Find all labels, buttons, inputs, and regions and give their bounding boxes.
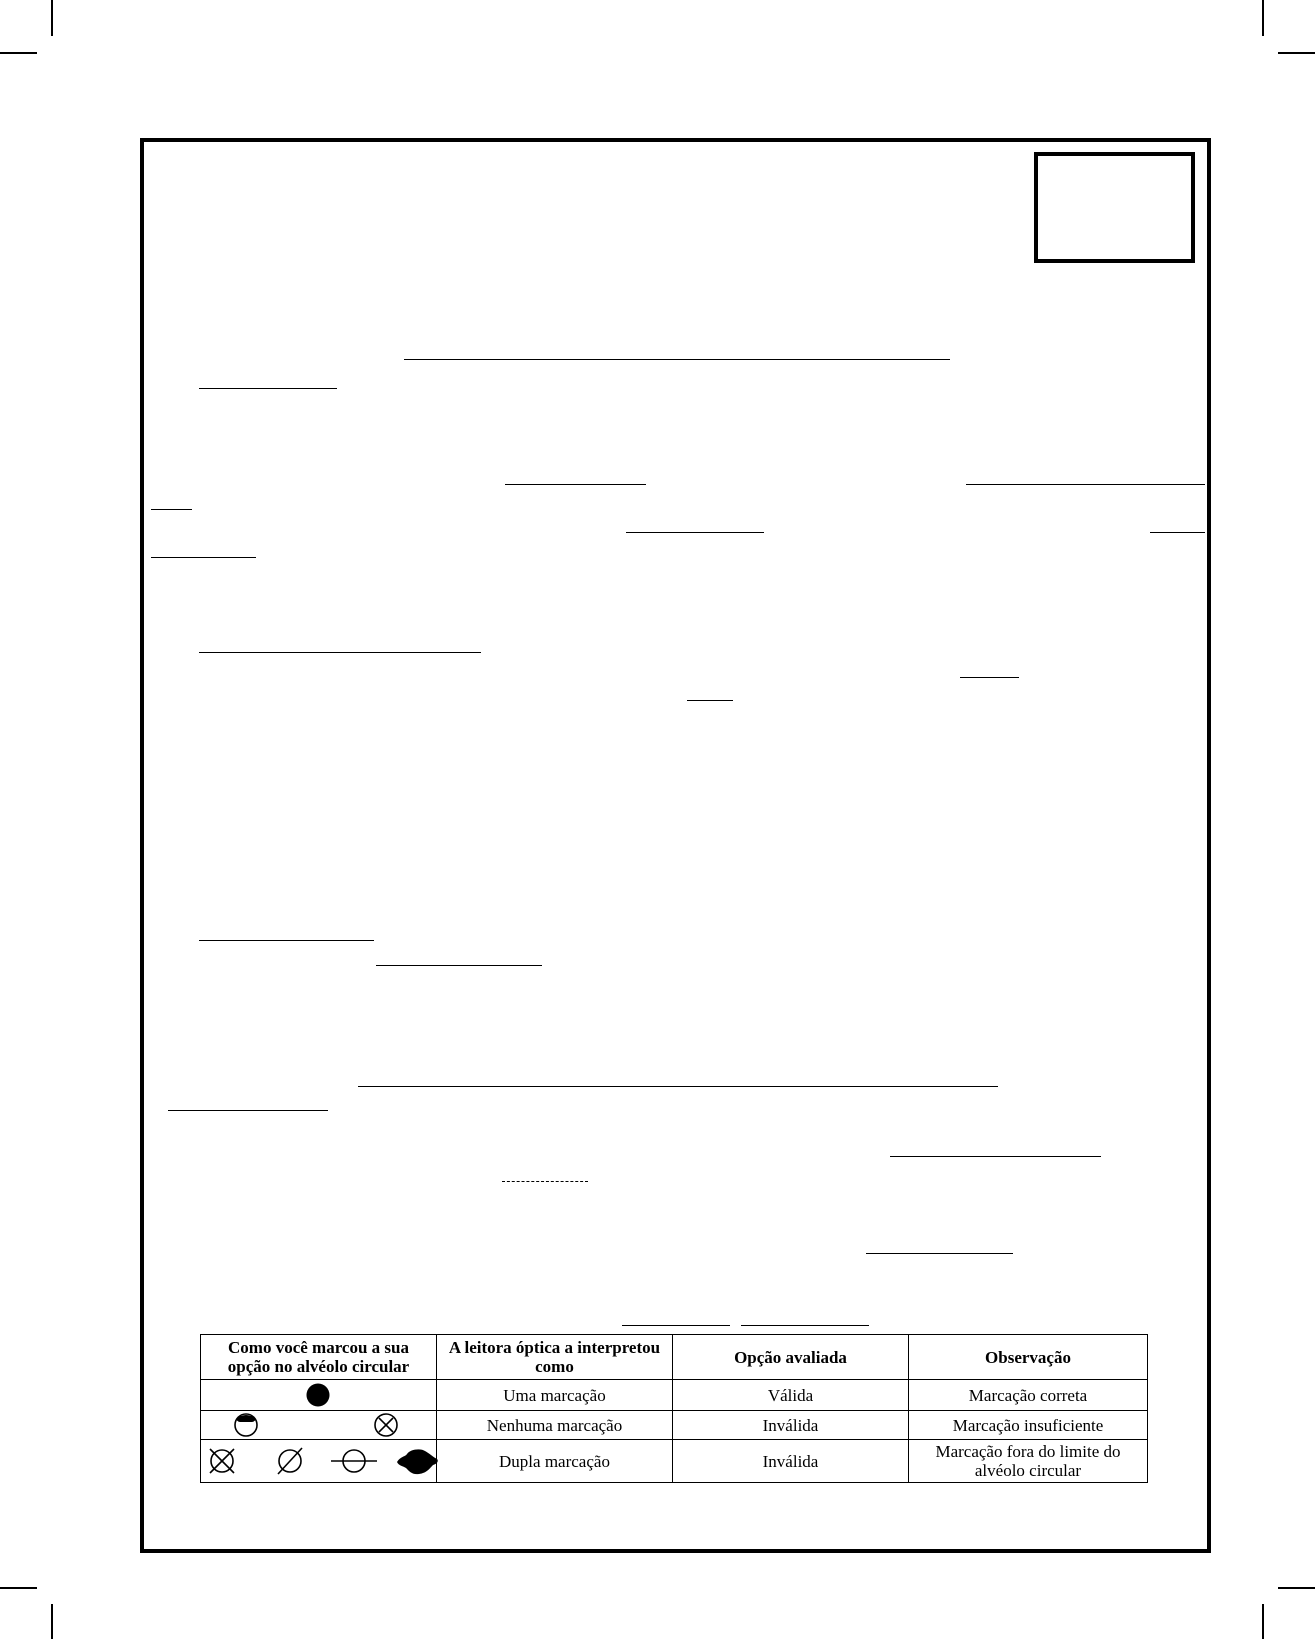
observation-cell: Marcação insuficiente [909, 1411, 1148, 1440]
crop-mark-top-left-v [51, 0, 53, 36]
underline [741, 1325, 869, 1326]
crop-mark-top-left-h [0, 52, 37, 54]
crop-mark-bottom-left-h [0, 1587, 37, 1589]
crop-mark-bottom-right-v [1262, 1604, 1264, 1639]
interpretation-cell: Nenhuma marcação [437, 1411, 673, 1440]
header-reader-interpretation: A leitora óptica a interpretou como [437, 1335, 673, 1380]
underline [1150, 532, 1205, 533]
header-evaluated-option: Opção avaliada [673, 1335, 909, 1380]
underline [622, 1325, 730, 1326]
marking-legend-table [200, 1334, 1148, 1483]
underline [404, 359, 950, 360]
crop-mark-top-right-v [1262, 0, 1264, 36]
underline [168, 1110, 328, 1111]
x-circle-icon [373, 1412, 399, 1438]
partial-fill-circle-icon [233, 1412, 259, 1438]
underline [687, 700, 733, 701]
underline [866, 1253, 1013, 1254]
mark-example-cell [201, 1411, 437, 1440]
crossed-circle-icon [207, 1446, 237, 1476]
mark-example-cell [201, 1380, 437, 1411]
underline [199, 652, 481, 653]
evaluation-cell: Inválida [673, 1440, 909, 1483]
underline [358, 1086, 998, 1087]
table-row [201, 1380, 1148, 1411]
filled-circle-icon [305, 1382, 331, 1408]
evaluation-cell: Válida [673, 1380, 909, 1411]
crop-mark-bottom-left-v [51, 1604, 53, 1639]
crop-mark-bottom-right-h [1278, 1587, 1315, 1589]
observation-cell: Marcação fora do limite do alvéolo circular [909, 1440, 1148, 1483]
underline [960, 677, 1019, 678]
underline [199, 940, 374, 941]
underline [199, 388, 337, 389]
table-row [201, 1440, 1148, 1483]
interpretation-cell: Uma marcação [437, 1380, 673, 1411]
header-observation: Observação [909, 1335, 1148, 1380]
empty-corner-box [1034, 152, 1195, 263]
underline [626, 532, 764, 533]
line-through-circle-icon [331, 1446, 377, 1476]
overflow-blot-icon [395, 1445, 439, 1477]
slashed-circle-icon [275, 1446, 305, 1476]
underline [376, 965, 542, 966]
evaluation-cell: Inválida [673, 1411, 909, 1440]
interpretation-cell: Dupla marcação [437, 1440, 673, 1483]
header-how-marked: Como você marcou a sua opção no alvéolo circular [201, 1335, 437, 1380]
crop-mark-top-right-h [1278, 52, 1315, 54]
underline [151, 509, 192, 510]
mark-example-cell [201, 1440, 437, 1483]
underline [890, 1156, 1101, 1157]
legend-header-row [201, 1335, 1148, 1380]
table-row [201, 1411, 1148, 1440]
underline [151, 557, 256, 558]
underline [966, 484, 1205, 485]
observation-cell: Marcação correta [909, 1380, 1148, 1411]
underline [505, 484, 646, 485]
dashed-underline [502, 1181, 588, 1182]
